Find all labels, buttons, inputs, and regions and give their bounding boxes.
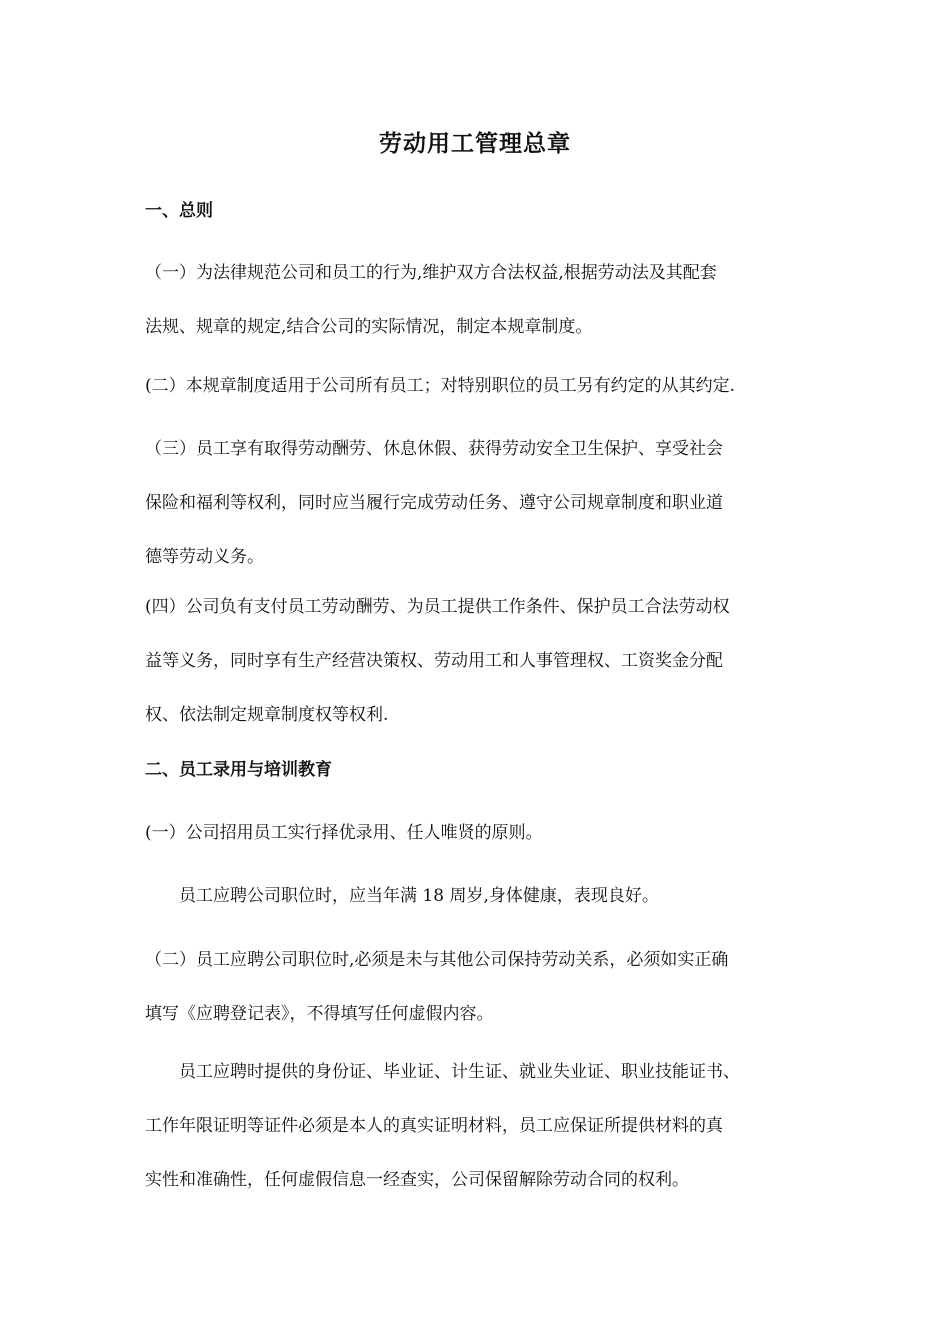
document-title: 劳动用工管理总章 [379, 131, 571, 157]
paragraph-line: 工作年限证明等证件必须是本人的真实证明材料，员工应保证所提供材料的真 [145, 1116, 723, 1136]
paragraph-line: 德等劳动义务。 [145, 547, 264, 567]
paragraph-line: （一）为法律规范公司和员工的行为,维护双方合法权益,根据劳动法及其配套 [145, 263, 717, 283]
paragraph-line: 员工应聘时提供的身份证、毕业证、计生证、就业失业证、职业技能证书、 [179, 1062, 740, 1082]
paragraph [145, 246, 810, 354]
section-heading-hiring-training: 二、员工录用与培训教育 [145, 760, 332, 780]
paragraph [145, 1045, 810, 1207]
paragraph-line: 保险和福利等权利，同时应当履行完成劳动任务、遵守公司规章制度和职业道 [145, 493, 723, 513]
paragraph-line: 员工应聘公司职位时，应当年满 18 周岁,身体健康，表现良好。 [179, 886, 659, 906]
paragraph-line: (四）公司负有支付员工劳动酬劳、为员工提供工作条件、保护员工合法劳动权 [145, 597, 730, 617]
paragraph-line: (一）公司招用员工实行择优录用、任人唯贤的原则。 [145, 823, 543, 843]
paragraph-line: (二）本规章制度适用于公司所有员工；对特别职位的员工另有约定的从其约定. [145, 376, 736, 396]
paragraph-line: 实性和准确性，任何虚假信息一经查实，公司保留解除劳动合同的权利。 [145, 1170, 689, 1190]
paragraph-line: 填写《应聘登记表》，不得填写任何虚假内容。 [145, 1004, 494, 1024]
paragraph [145, 806, 810, 860]
paragraph-line: 权、依法制定规章制度权等权利. [145, 705, 389, 725]
section-heading-general: 一、总则 [145, 201, 213, 221]
paragraph [145, 933, 810, 1041]
paragraph [145, 869, 810, 923]
paragraph-line: 益等义务，同时享有生产经营决策权、劳动用工和人事管理权、工资奖金分配 [145, 651, 723, 671]
paragraph-line: （三）员工享有取得劳动酬劳、休息休假、获得劳动安全卫生保护、享受社会 [145, 439, 723, 459]
paragraph-line: 法规、规章的规定,结合公司的实际情况，制定本规章制度。 [145, 317, 593, 337]
paragraph-line: （二）员工应聘公司职位时,必须是未与其他公司保持劳动关系，必须如实正确 [145, 950, 729, 970]
paragraph [145, 422, 810, 584]
paragraph [145, 580, 810, 742]
paragraph [145, 359, 810, 413]
